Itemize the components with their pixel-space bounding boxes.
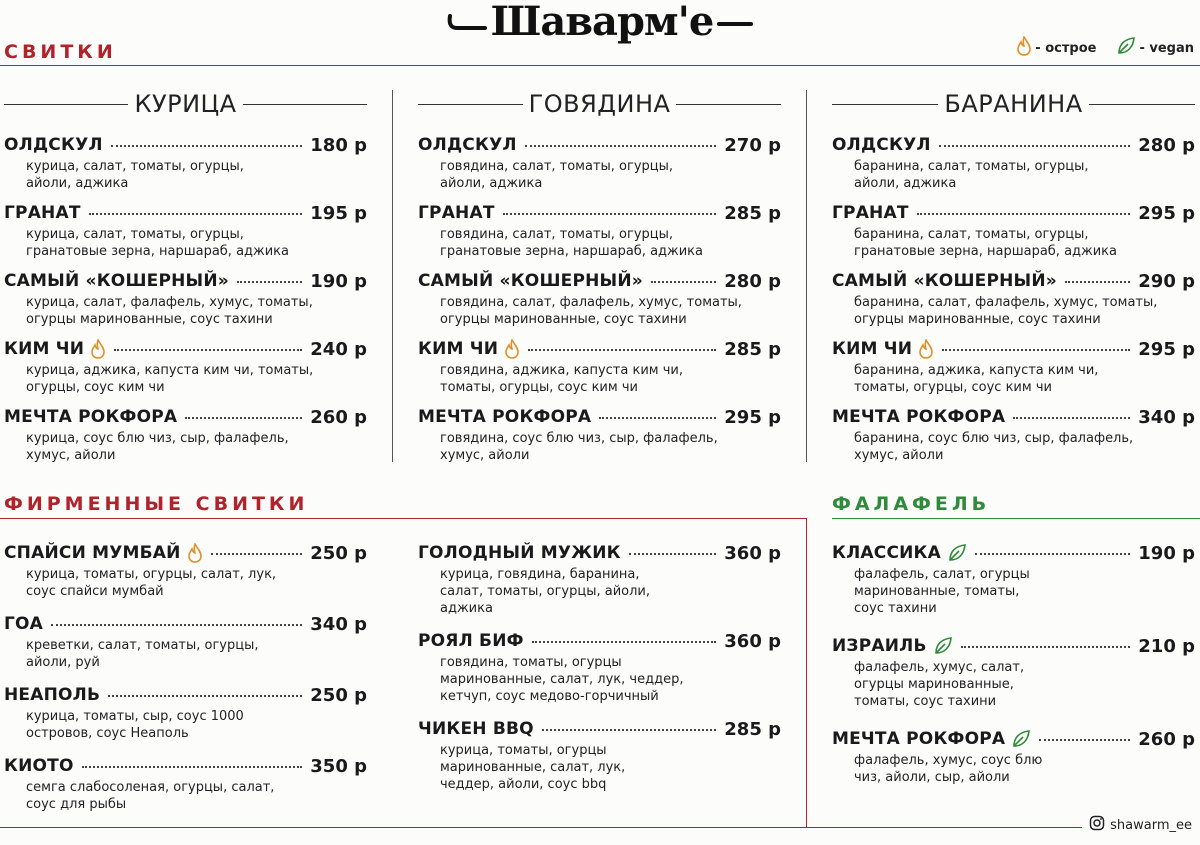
dotted-leader (651, 281, 716, 283)
heading-line (418, 104, 523, 105)
dotted-leader (89, 213, 303, 215)
menu-item-description-line: курица, томаты, сыр, соус 1000 (26, 709, 244, 724)
menu-item-name: ГОА (4, 614, 44, 634)
column-divider (806, 90, 807, 462)
menu-item-price: 285 р (724, 718, 781, 740)
section-divider-signature (0, 518, 807, 519)
menu-item-description (440, 742, 781, 793)
section-title-signature: ФИРМЕННЫЕ СВИТКИ (4, 493, 309, 515)
menu-item-description (26, 637, 367, 671)
menu-item-description (440, 226, 781, 260)
menu-item (832, 635, 1195, 710)
menu-item-name: МЕЧТА РОКФОРА (832, 407, 1006, 427)
menu-item-description-line: айоли, аджика (26, 176, 129, 191)
menu-item (4, 684, 367, 742)
menu-item-description (854, 226, 1195, 260)
menu-item-description-line: хумус, айоли (854, 448, 944, 463)
menu-item-price: 285 р (724, 202, 781, 224)
menu-item-price: 290 р (1138, 270, 1195, 292)
legend-vegan-label: - vegan (1139, 40, 1194, 56)
instagram-link[interactable] (1089, 815, 1192, 835)
legend-spicy-label: - острое (1035, 40, 1097, 56)
menu-item-description (26, 566, 367, 600)
menu-item (418, 718, 781, 793)
dotted-leader (599, 417, 716, 419)
menu-item-price: 240 р (310, 338, 367, 360)
column-divider (392, 90, 393, 462)
menu-item-name: ЧИКЕН BBQ (418, 719, 534, 739)
menu-item (418, 406, 781, 464)
menu-item (832, 406, 1195, 464)
menu-item (418, 134, 781, 192)
menu-item-price: 295 р (724, 406, 781, 428)
menu-item-description-line: салат, томаты, огурцы, айоли, (440, 584, 650, 599)
menu-item (418, 542, 781, 617)
menu-item (4, 134, 367, 192)
menu-item-description (440, 362, 781, 396)
menu-item (418, 202, 781, 260)
menu-item-name: ОЛДСКУЛ (418, 135, 517, 155)
dotted-leader (939, 145, 1131, 147)
menu-item-price: 190 р (310, 270, 367, 292)
menu-item-description-line: огурцы маринованные, соус тахини (26, 312, 273, 327)
section-divider-falafel (832, 518, 1200, 519)
menu-item-price: 195 р (310, 202, 367, 224)
menu-item-description-line: баранина, салат, томаты, огурцы, (854, 159, 1089, 174)
menu-item-description (26, 779, 367, 813)
menu-item (418, 338, 781, 396)
menu-item-description-line: островов, соус Неаполь (26, 726, 189, 741)
menu-item (4, 270, 367, 328)
menu-item-price: 190 р (1138, 542, 1195, 564)
instagram-handle: shawarm_ee (1110, 817, 1192, 833)
flame-icon (918, 339, 934, 359)
menu-item-description-line: томаты, огурцы, соус ким чи (854, 380, 1052, 395)
menu-item-description-line: курица, салат, фалафель, хумус, томаты, (26, 295, 313, 310)
menu-item-description-line: хумус, айоли (440, 448, 530, 463)
menu-item-description-line: аджика (440, 601, 493, 616)
menu-item-name: КИМ ЧИ (4, 339, 85, 359)
menu-item-description (26, 362, 367, 396)
menu-item-description (26, 226, 367, 260)
menu-item-description-line: говядина, аджика, капуста ким чи, (440, 363, 683, 378)
menu-item-description (440, 566, 781, 617)
menu-item-description (854, 158, 1195, 192)
dotted-leader (185, 417, 302, 419)
heading-line (4, 104, 128, 105)
heading-line (1089, 104, 1195, 105)
menu-item-description (26, 158, 367, 192)
menu-item-description-line: говядина, соус блю чиз, сыр, фалафель, (440, 431, 718, 446)
menu-item-price: 250 р (310, 542, 367, 564)
menu-item (832, 542, 1195, 617)
section-title-rolls: СВИТКИ (4, 41, 117, 63)
leaf-icon (933, 636, 953, 656)
menu-item-description-line: хумус, айоли (26, 448, 116, 463)
dotted-leader (108, 695, 302, 697)
menu-item-description-line: томаты, соус тахини (854, 694, 997, 709)
menu-item-description (854, 659, 1195, 710)
menu-item-name: САМЫЙ «КОШЕРНЫЙ» (4, 271, 229, 291)
menu-item-description (854, 362, 1195, 396)
menu-item (4, 202, 367, 260)
menu-item-description-line: фалафель, хумус, соус блю (854, 753, 1043, 768)
flame-icon (187, 543, 203, 563)
menu-item-name: МЕЧТА РОКФОРА (832, 729, 1006, 749)
menu-item-description (854, 566, 1195, 617)
menu-item-price: 340 р (1138, 406, 1195, 428)
menu-item-description-line: курица, томаты, огурцы, салат, лук, (26, 567, 277, 582)
menu-item (418, 630, 781, 705)
menu-item-description-line: маринованные, салат, лук, чеддер, (440, 672, 684, 687)
menu-item (832, 270, 1195, 328)
menu-item-description-line: курица, соус блю чиз, сыр, фалафель, (26, 431, 289, 446)
menu-item-description-line: айоли, руй (26, 655, 100, 670)
menu-item (4, 613, 367, 671)
logo-swoosh-right-icon (717, 10, 753, 34)
leaf-icon (947, 543, 967, 563)
column-heading (418, 90, 781, 118)
menu-item-description-line: чиз, айоли, сыр, айоли (854, 770, 1010, 785)
menu-item-price: 295 р (1138, 338, 1195, 360)
menu-item-description (26, 430, 367, 464)
menu-item-description-line: гранатовые зерна, наршараб, аджика (26, 244, 290, 259)
menu-item-description-line: огурцы маринованные, соус тахини (854, 312, 1101, 327)
menu-item (4, 338, 367, 396)
leaf-icon (1116, 36, 1136, 60)
rolls-column-chicken (4, 90, 367, 464)
menu-item-price: 360 р (724, 630, 781, 652)
menu-item-price: 210 р (1138, 635, 1195, 657)
menu-item-description-line: баранина, соус блю чиз, сыр, фалафель, (854, 431, 1134, 446)
dotted-leader (51, 624, 302, 626)
menu-item-description-line: кетчуп, соус медово-горчичный (440, 689, 659, 704)
menu-item-description (440, 654, 781, 705)
menu-item-name: ИЗРАИЛЬ (832, 636, 927, 656)
logo-text: Шаварм'е (490, 0, 714, 45)
dotted-leader (237, 281, 302, 283)
menu-item-description-line: огурцы маринованные, (854, 677, 1014, 692)
flame-icon (90, 339, 106, 359)
menu-item-description-line: огурцы маринованные, соус тахини (440, 312, 687, 327)
menu-item-price: 285 р (724, 338, 781, 360)
leaf-icon (1011, 729, 1031, 749)
rolls-column-beef (418, 90, 781, 464)
menu-item-description-line: маринованные, томаты, (854, 584, 1020, 599)
menu-item-description-line: томаты, огурцы, соус ким чи (440, 380, 638, 395)
menu-item (832, 728, 1195, 786)
menu-item-description-line: фалафель, салат, огурцы (854, 567, 1030, 582)
menu-item (832, 338, 1195, 396)
menu-item-name: МЕЧТА РОКФОРА (418, 407, 592, 427)
heading-line (243, 104, 367, 105)
dotted-leader (1065, 281, 1130, 283)
menu-item-name: КЛАССИКА (832, 543, 942, 563)
column-heading-text: КУРИЦА (134, 90, 237, 118)
menu-item-description (26, 708, 367, 742)
menu-item-description-line: соус для рыбы (26, 797, 127, 812)
section-divider-rolls (0, 65, 1200, 66)
menu-item-description-line: соус тахини (854, 601, 937, 616)
menu-item-name: КИОТО (4, 756, 74, 776)
menu-item-price: 260 р (1138, 728, 1195, 750)
menu-item-name: САМЫЙ «КОШЕРНЫЙ» (418, 271, 643, 291)
menu-item-description-line: маринованные, салат, лук, (440, 760, 626, 775)
falafel-column (832, 542, 1195, 786)
menu-item-price: 280 р (724, 270, 781, 292)
dotted-leader (211, 553, 303, 555)
legend-spicy (1016, 36, 1096, 60)
dotted-leader (942, 349, 1130, 351)
dotted-leader (503, 213, 717, 215)
dotted-leader (629, 553, 717, 555)
menu-item-description (440, 158, 781, 192)
bottom-divider (0, 827, 1082, 828)
menu-item-name: ОЛДСКУЛ (832, 135, 931, 155)
menu-item-description (440, 430, 781, 464)
rolls-column-lamb (832, 90, 1195, 464)
menu-item-description-line: баранина, аджика, капуста ким чи, (854, 363, 1099, 378)
menu-item-price: 260 р (310, 406, 367, 428)
signature-column-left (4, 542, 367, 813)
flame-icon (1016, 36, 1032, 60)
dotted-leader (525, 145, 717, 147)
menu-item (832, 202, 1195, 260)
menu-item-name: КИМ ЧИ (832, 339, 913, 359)
dotted-leader (114, 349, 302, 351)
menu-item-description-line: курица, салат, томаты, огурцы, (26, 159, 244, 174)
dotted-leader (111, 145, 303, 147)
dotted-leader (1039, 739, 1130, 741)
dotted-leader (528, 349, 716, 351)
dotted-leader (542, 729, 716, 731)
menu-item-description-line: баранина, салат, фалафель, хумус, томаты, (854, 295, 1158, 310)
dotted-leader (961, 646, 1131, 648)
menu-item-price: 270 р (724, 134, 781, 156)
menu-item-description-line: гранатовые зерна, наршараб, аджика (854, 244, 1118, 259)
menu-item-name: ГРАНАТ (4, 203, 81, 223)
menu-item-description-line: курица, салат, томаты, огурцы, (26, 227, 244, 242)
menu-item-name: МЕЧТА РОКФОРА (4, 407, 178, 427)
menu-item-description-line: креветки, салат, томаты, огурцы, (26, 638, 259, 653)
signature-border-right (806, 518, 807, 828)
signature-column-right (418, 542, 781, 793)
menu-item-description-line: говядина, салат, томаты, огурцы, (440, 159, 674, 174)
menu-item-description-line: говядина, салат, томаты, огурцы, (440, 227, 674, 242)
dotted-leader (917, 213, 1131, 215)
menu-item-description-line: семга слабосоленая, огурцы, салат, (26, 780, 275, 795)
menu-item-description-line: огурцы, соус ким чи (26, 380, 165, 395)
menu-item-description-line: соус спайси мумбай (26, 584, 164, 599)
menu-item (4, 755, 367, 813)
menu-item-name: ГОЛОДНЫЙ МУЖИК (418, 543, 621, 563)
column-heading-text: БАРАНИНА (944, 90, 1083, 118)
menu-item-price: 360 р (724, 542, 781, 564)
menu-item-description-line: фалафель, хумус, салат, (854, 660, 1025, 675)
menu-item-name: РОЯЛ БИФ (418, 631, 524, 651)
menu-item-name: САМЫЙ «КОШЕРНЫЙ» (832, 271, 1057, 291)
menu-item-description (854, 752, 1195, 786)
menu-item-price: 340 р (310, 613, 367, 635)
menu-item (832, 134, 1195, 192)
heading-line (832, 104, 938, 105)
menu-item-description-line: чеддер, айоли, соус bbq (440, 777, 607, 792)
menu-item-description-line: айоли, аджика (854, 176, 957, 191)
section-title-falafel: ФАЛАФЕЛЬ (832, 493, 991, 515)
menu-item-name: НЕАПОЛЬ (4, 685, 101, 705)
column-heading (4, 90, 367, 118)
instagram-icon (1089, 815, 1105, 835)
heading-line (676, 104, 781, 105)
menu-item-name: СПАЙСИ МУМБАЙ (4, 543, 181, 563)
menu-item-price: 295 р (1138, 202, 1195, 224)
menu-item-name: ГРАНАТ (832, 203, 909, 223)
menu-item-description-line: говядина, салат, фалафель, хумус, томаты, (440, 295, 742, 310)
menu-item (4, 542, 367, 600)
menu-item-description (26, 294, 367, 328)
menu-item-description-line: курица, говядина, баранина, (440, 567, 640, 582)
dotted-leader (1013, 417, 1130, 419)
legend-vegan (1116, 36, 1194, 60)
menu-item-name: КИМ ЧИ (418, 339, 499, 359)
menu-item-price: 250 р (310, 684, 367, 706)
menu-item-price: 180 р (310, 134, 367, 156)
dotted-leader (532, 641, 717, 643)
menu-item-description-line: гранатовые зерна, наршараб, аджика (440, 244, 704, 259)
flame-icon (504, 339, 520, 359)
menu-item-description (854, 294, 1195, 328)
column-heading (832, 90, 1195, 118)
logo-swoosh-left-icon (447, 10, 487, 34)
menu-item-description (440, 294, 781, 328)
menu-item-price: 350 р (310, 755, 367, 777)
legend (1016, 36, 1194, 60)
menu-item-price: 280 р (1138, 134, 1195, 156)
column-heading-text: ГОВЯДИНА (528, 90, 671, 118)
dotted-leader (82, 766, 303, 768)
menu-item-name: ОЛДСКУЛ (4, 135, 103, 155)
menu-item-name: ГРАНАТ (418, 203, 495, 223)
menu-item-description-line: курица, томаты, огурцы (440, 743, 607, 758)
menu-item (4, 406, 367, 464)
menu-item-description-line: айоли, аджика (440, 176, 543, 191)
menu-item-description-line: баранина, салат, томаты, огурцы, (854, 227, 1089, 242)
menu-item-description (854, 430, 1195, 464)
menu-item (418, 270, 781, 328)
menu-item-description-line: говядина, томаты, огурцы (440, 655, 622, 670)
dotted-leader (975, 553, 1130, 555)
menu-item-description-line: курица, аджика, капуста ким чи, томаты, (26, 363, 314, 378)
